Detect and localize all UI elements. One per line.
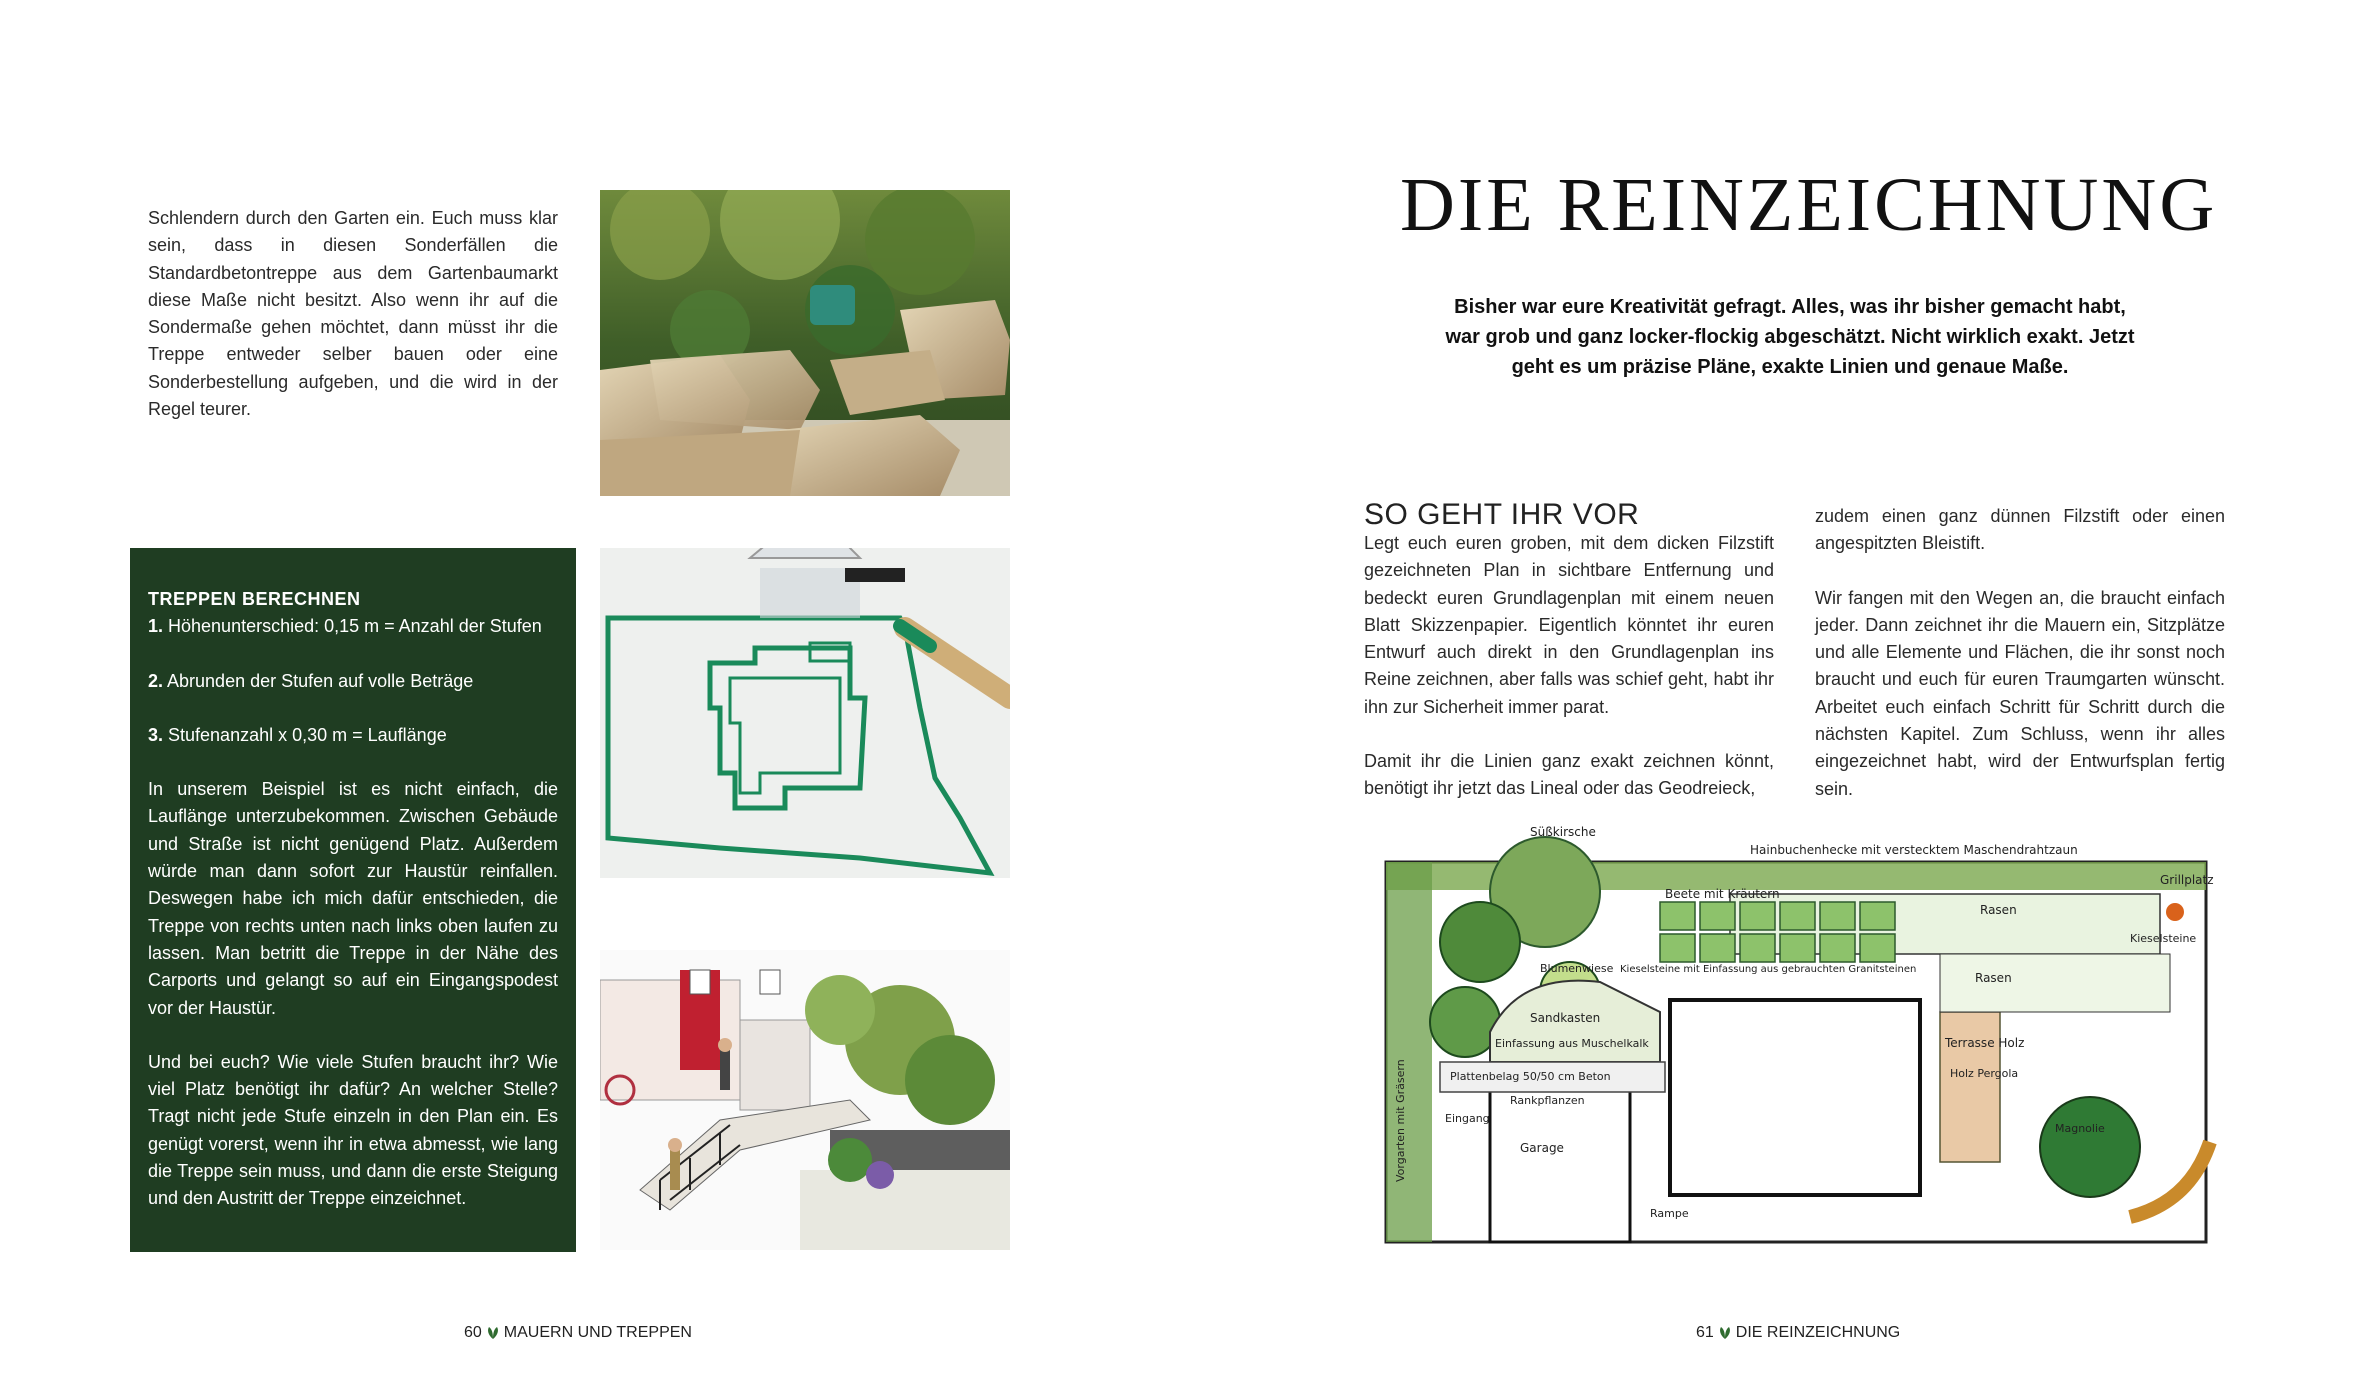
text-column-1 bbox=[1364, 530, 1774, 830]
plan-label-lawn: Rasen bbox=[1980, 903, 2017, 917]
plan-label-beds: Beete mit Kräutern bbox=[1665, 887, 1780, 901]
plan-label-sandbox: Sandkasten bbox=[1530, 1011, 1601, 1025]
stairs-drawing bbox=[600, 950, 1010, 1250]
plan-label-ramp: Rampe bbox=[1650, 1207, 1689, 1220]
leaf-icon bbox=[486, 1326, 500, 1340]
garden-plan-drawing bbox=[1370, 822, 2226, 1250]
plan-label-hedge: Hainbuchenhecke mit verstecktem Maschendrahtzaun bbox=[1750, 843, 2078, 857]
lead-paragraph: Bisher war eure Kreativität gefragt. Alles, was ihr bisher gemacht habt, war grob und ganz locker-flockig abgeschätzt. Nicht wirklich exakt. Jetzt geht es um präzise Pläne, exakte Linien und genaue Maße. bbox=[1445, 296, 2135, 378]
col1-paragraph-1: Legt euch euren groben, mit dem dicken Filzstift gezeichneten Plan in sichtbare Entfernung und bedeckt euren Grundlagenplan mit einem neuen Blatt Skizzenpapier. Eigentlich könntet ihr euren Entwurf auch direkt in den Grundlagenplan ins Reine zeichnen, aber falls was schief geht, habt ihr ihn zur Sicherheit immer parat. bbox=[1364, 533, 1774, 717]
box-paragraph-2: Und bei euch? Wie viele Stufen braucht ihr? Wie viel Platz benötigt ihr dafür? An welcher Stelle? Tragt nicht jede Stufe einzeln in den Plan ein. Es genügt vorerst, wenn ihr in etwa abmesst, wie lang die Treppe sein muss, und dann die erste Steigung und den Austritt der Treppe einzeichnet. bbox=[148, 1051, 558, 1209]
footer-left bbox=[464, 1324, 692, 1342]
plan-label-border: Einfassung aus Muschelkalk bbox=[1495, 1037, 1649, 1050]
step-text: Höhenunterschied: 0,15 m = Anzahl der Stufen bbox=[163, 616, 542, 637]
box-step-3 bbox=[148, 722, 558, 749]
col1-paragraph-2: Damit ihr die Linien ganz exakt zeichnen könnt, benötigt ihr jetzt das Lineal oder das Geodreieck, bbox=[1364, 751, 1774, 799]
step-text: Stufenanzahl x 0,30 m = Lauflänge bbox=[163, 724, 447, 745]
running-section: DIE REINZEICHNUNG bbox=[1735, 1324, 1901, 1341]
plan-label-front: Vorgarten mit Gräsern bbox=[1394, 1059, 1407, 1182]
section-heading: SO GEHT IHR VOR bbox=[1364, 498, 1640, 531]
garden-stones-photo bbox=[600, 190, 1010, 496]
plan-label-tree: Süßkirsche bbox=[1530, 825, 1596, 839]
page-number: 61 bbox=[1696, 1324, 1714, 1341]
col2-paragraph-2: Wir fangen mit den Wegen an, die braucht einfach jeder. Dann zeichnet ihr die Mauern ein, Sitzplätze und alle Elemente und Flächen, die ihr sonst noch braucht und euch für euren Traumgarten wünscht. Arbeitet euch einfach Schritt für Schritt durch die nächsten Kapitel. Zum Schluss, wenn ihr alles eingezeichnet habt, wird der Entwurfsplan fertig sein. bbox=[1815, 587, 2225, 799]
leaf-icon bbox=[1718, 1326, 1732, 1340]
stairs-calculation-box bbox=[130, 548, 576, 1252]
text-column-2 bbox=[1815, 503, 2225, 830]
plan-label-grill: Grillplatz bbox=[2160, 873, 2214, 887]
plan-label-magnolia: Magnolie bbox=[2055, 1122, 2105, 1135]
plan-label-lawn-2: Rasen bbox=[1975, 971, 2012, 985]
garden-plan-svg bbox=[1370, 822, 2226, 1250]
plan-label-paving: Plattenbelag 50/50 cm Beton bbox=[1450, 1070, 1611, 1083]
page-number: 60 bbox=[464, 1324, 482, 1341]
box-step-1 bbox=[148, 613, 558, 640]
hand-sketch-image bbox=[600, 548, 1010, 878]
page-title: DIE REINZEICHNUNG bbox=[1400, 163, 2218, 247]
plan-label-terrace: Terrasse Holz bbox=[1945, 1036, 2025, 1050]
intro-paragraph: Schlendern durch den Garten ein. Euch muss klar sein, dass in diesen Sonderfällen die Standardbetontreppe aus dem Gartenbaumarkt diese Maße nicht besitzt. Also wenn ihr auf die Sondermaße gehen möchtet, dann müsst ihr die Treppe entweder selber bauen oder eine Sonderbestellung aufgeben, und die wird in der Regel teurer. bbox=[148, 208, 558, 420]
box-paragraph-1: In unserem Beispiel ist es nicht einfach, die Lauflänge unterzubekommen. Zwischen Gebäude und Straße ist nicht genügend Platz. Außerdem würde man dann sofort zur Haustür reinfallen. Deswegen habe ich mich dafür entschieden, die Treppe von rechts unten nach links oben laufen zu lassen. Man betritt die Treppe in der Nähe des Carports und gelangt so auf ein Eingangspodest vor der Haustür. bbox=[148, 779, 558, 1018]
step-number: 2. bbox=[148, 670, 164, 691]
stairs-illustration bbox=[600, 950, 1010, 1250]
sketch-photo bbox=[600, 548, 1010, 878]
box-heading: TREPPEN BERECHNEN bbox=[148, 589, 361, 609]
step-number: 3. bbox=[148, 724, 164, 745]
plan-label-pebbles: Kieselsteine mit Einfassung aus gebrauchten Granitsteinen bbox=[1620, 964, 1917, 975]
plan-label-pebbles-2: Kieselsteine bbox=[2130, 932, 2197, 945]
plan-label-flowers: Blumenwiese bbox=[1540, 962, 1614, 975]
plan-label-plants: Rankpflanzen bbox=[1510, 1094, 1585, 1107]
col2-paragraph-1: zudem einen ganz dünnen Filzstift oder einen angespitzten Bleistift. bbox=[1815, 506, 2225, 554]
step-text: Abrunden der Stufen auf volle Beträge bbox=[163, 670, 474, 691]
step-number: 1. bbox=[148, 616, 164, 637]
garden-stones-image bbox=[600, 190, 1010, 496]
footer-right bbox=[1696, 1324, 1900, 1342]
running-section: MAUERN UND TREPPEN bbox=[503, 1324, 692, 1341]
box-step-2 bbox=[148, 668, 558, 695]
plan-label-garage: Garage bbox=[1520, 1141, 1564, 1155]
plan-label-entrance: Eingang bbox=[1445, 1112, 1490, 1125]
plan-label-pergola: Holz Pergola bbox=[1950, 1067, 2019, 1080]
